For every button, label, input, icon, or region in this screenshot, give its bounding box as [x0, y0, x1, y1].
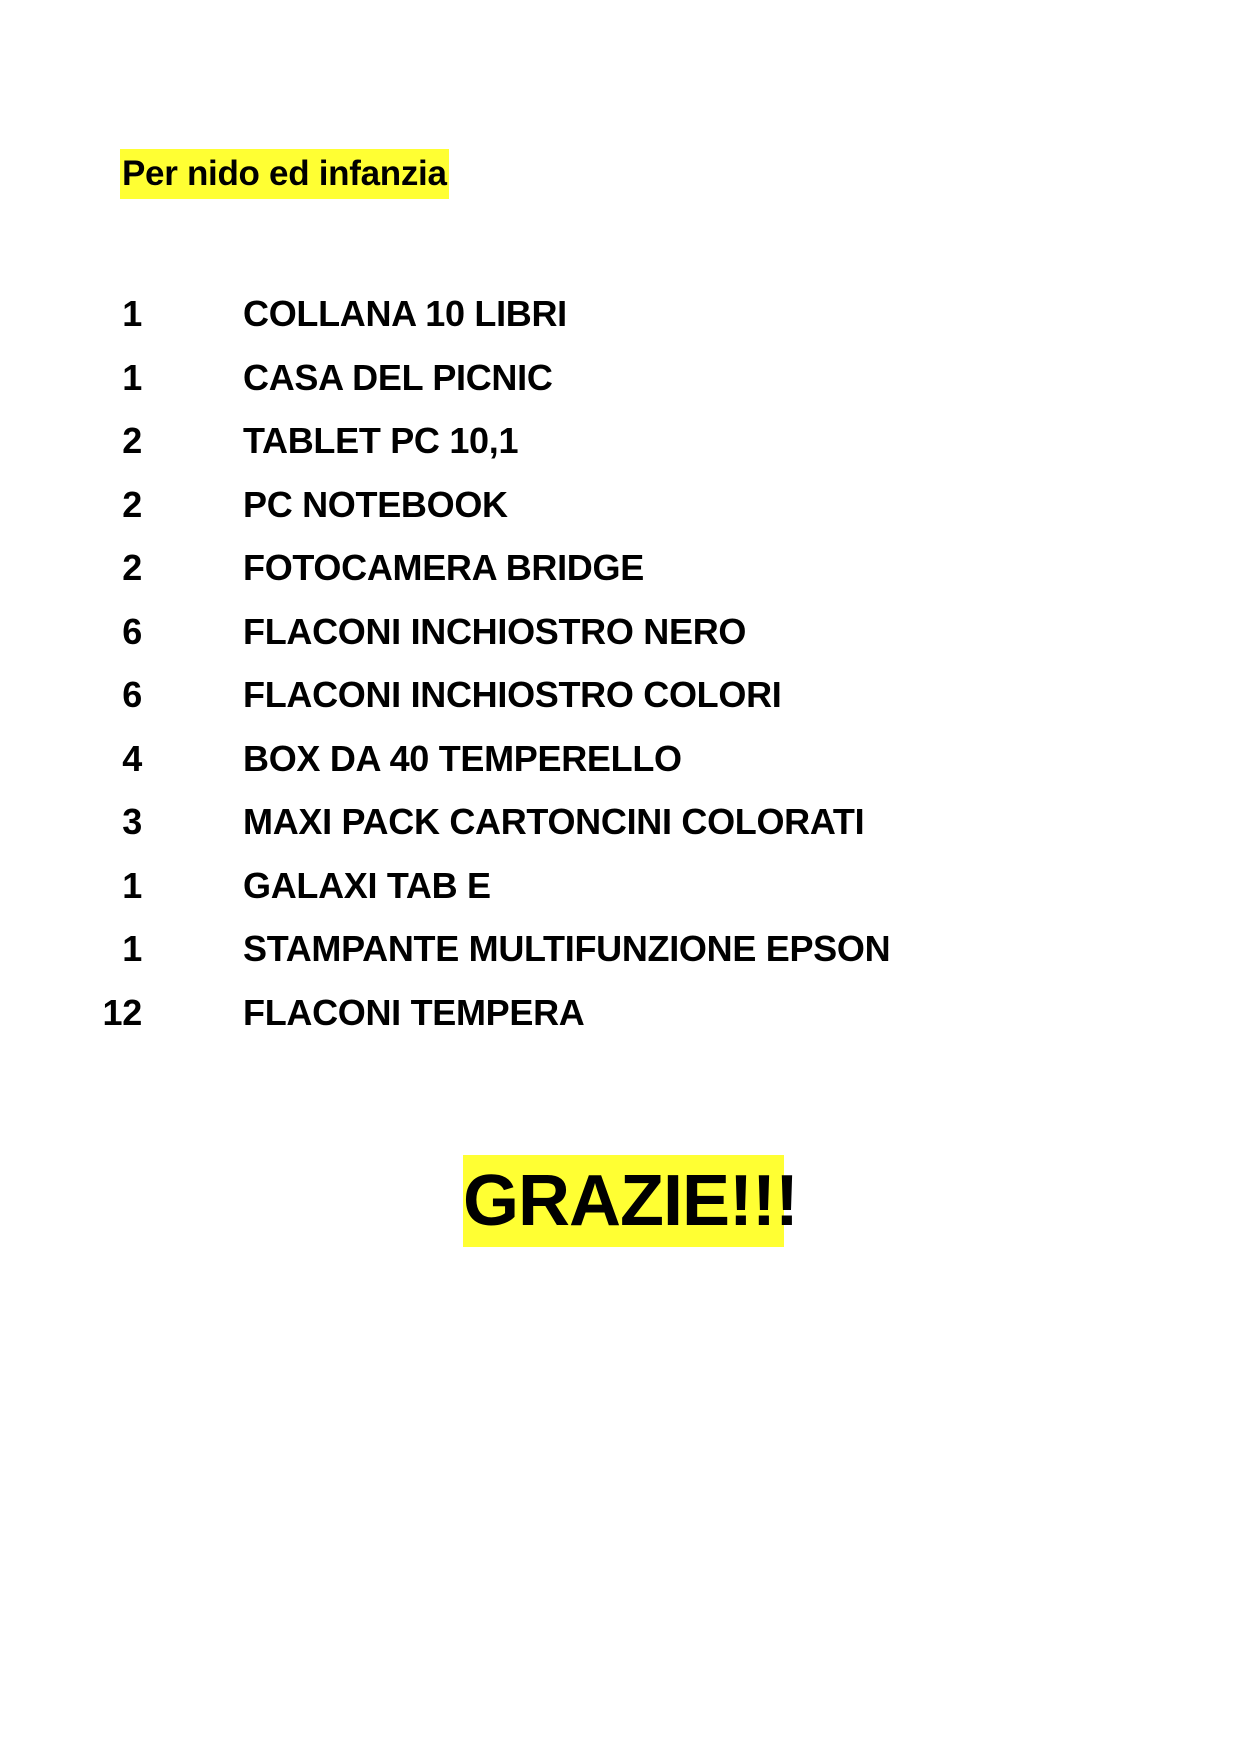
item-quantity: 1 [122, 356, 142, 398]
item-quantity: 2 [122, 483, 142, 525]
item-description: FLACONI INCHIOSTRO COLORI [243, 674, 782, 715]
item-description: FOTOCAMERA BRIDGE [243, 547, 644, 588]
item-description: FLACONI INCHIOSTRO NERO [243, 610, 747, 652]
list-item [0, 917, 1240, 981]
item-quantity: 4 [122, 737, 142, 779]
item-quantity: 2 [122, 420, 142, 461]
item-quantity: 12 [102, 991, 142, 1033]
list-item [0, 282, 1240, 346]
list-item [0, 981, 1240, 1045]
item-quantity: 1 [122, 928, 142, 969]
item-quantity: 2 [122, 547, 142, 588]
item-description: TABLET PC 10,1 [243, 420, 519, 461]
item-quantity: 3 [122, 801, 142, 842]
item-description: COLLANA 10 LIBRI [243, 293, 567, 334]
item-description: MAXI PACK CARTONCINI COLORATI [243, 801, 865, 842]
list-item [0, 663, 1240, 727]
closing-thanks: GRAZIE!!! [463, 1155, 784, 1247]
list-item [0, 473, 1240, 537]
item-quantity: 1 [122, 864, 142, 906]
item-description: CASA DEL PICNIC [243, 356, 553, 398]
list-item [0, 854, 1240, 918]
item-description: GALAXI TAB E [243, 864, 491, 906]
list-item [0, 790, 1240, 854]
list-item [0, 600, 1240, 664]
item-description: STAMPANTE MULTIFUNZIONE EPSON [243, 928, 891, 969]
item-description: FLACONI TEMPERA [243, 991, 585, 1033]
list-item [0, 346, 1240, 410]
item-quantity: 6 [122, 610, 142, 652]
item-quantity: 6 [122, 674, 142, 715]
item-description: PC NOTEBOOK [243, 483, 508, 525]
item-list [0, 282, 1240, 1044]
list-item [0, 727, 1240, 791]
list-item [0, 409, 1240, 473]
item-description: BOX DA 40 TEMPERELLO [243, 737, 682, 779]
item-quantity: 1 [122, 293, 142, 334]
page-heading: Per nido ed infanzia [120, 149, 449, 199]
list-item [0, 536, 1240, 600]
